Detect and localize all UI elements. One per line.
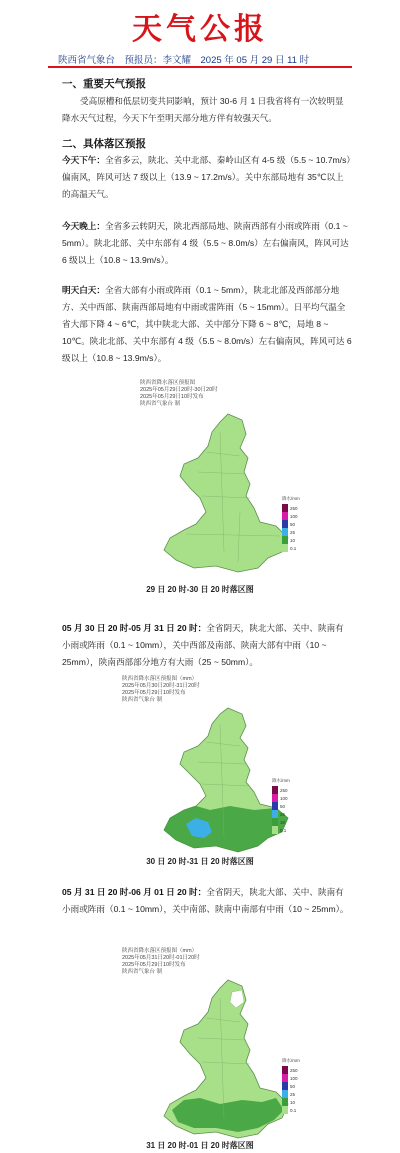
header-divider bbox=[48, 66, 352, 68]
map2-legend-label-50: 50 bbox=[280, 803, 286, 809]
forecast-tomorrow-text: 全省大部有小雨或阵雨（0.1 ~ 5mm），陕北北部及西部部分地方、关中西部、陕南西部局地有中雨或雷阵雨（5 ~ 15mm）。日平均气温全省大部下降 4 ~ 6℃，其中陕北大部、关中部分下降 6 ~ 8℃，局地 8 ~ 10℃。陕北北部、关中东部有 4 级（5.5 ~ 8.0m/s）左右偏南风，阵风可达 6 级以上（10.8 ~ 13.9m/s）。 bbox=[62, 285, 352, 363]
section-important-weather-heading: 一、重要天气预报 bbox=[62, 78, 146, 90]
map1-legend-unit: 降水/mm bbox=[282, 496, 300, 501]
forecast-tomorrow bbox=[62, 282, 352, 367]
map3-legend bbox=[282, 1058, 308, 1114]
forecast-tonight bbox=[62, 218, 352, 269]
map3-legend-label-25: 25 bbox=[290, 1091, 296, 1097]
map1-legend-label-25: 25 bbox=[290, 529, 296, 535]
map3-legend-level-250 bbox=[282, 1066, 308, 1074]
map3-legend-level-0-1 bbox=[282, 1106, 308, 1114]
map1-legend-label-10: 10 bbox=[290, 537, 296, 543]
map1-issued: 2025年05月29日10时发布 bbox=[140, 394, 204, 400]
map3-period: 2025年05月31日20时-01日20时 bbox=[122, 955, 200, 961]
map1-legend-level-10 bbox=[282, 536, 308, 544]
map2-legend-level-10 bbox=[272, 818, 298, 826]
map2-legend-label-10: 10 bbox=[280, 819, 286, 825]
forecast-may31-jun01-label: 05 月 31 日 20 时-06 月 01 日 20 时： bbox=[62, 887, 207, 897]
map3-legend-label-250: 250 bbox=[290, 1067, 298, 1073]
map2-legend-level-25 bbox=[272, 810, 298, 818]
precipitation-map-1 bbox=[150, 412, 300, 577]
bulletin-meta: 陕西省气象台 预报员：李文耀 2025 年 05 月 29 日 11 时 bbox=[58, 55, 310, 66]
map3-legend-level-10 bbox=[282, 1098, 308, 1106]
map1-legend-label-100: 100 bbox=[290, 513, 298, 519]
forecast-tonight-text: 全省多云转阴天，陕北西部局地、陕南西部有小雨或阵雨（0.1 ~ 5mm）。陕北北部、关中东部有 4 级（5.5 ~ 8.0m/s）左右偏南风，阵风可达 6 级以上（10.8 ~ 13.9m/s）。 bbox=[62, 221, 349, 265]
map3-legend-label-0-1: 0.1 bbox=[290, 1107, 297, 1113]
forecast-may31-jun01 bbox=[62, 884, 352, 918]
map3-issuer: 陕西省气象台 制 bbox=[122, 969, 163, 975]
bulletin-title: 天气公报 bbox=[132, 13, 268, 46]
map2-period: 2025年05月30日20时-31日20时 bbox=[122, 683, 200, 689]
map2-legend bbox=[272, 778, 298, 834]
forecast-afternoon-label: 今天下午： bbox=[62, 155, 105, 165]
forecast-afternoon-text: 全省多云，陕北、关中北部、秦岭山区有 4-5 级（5.5 ~ 10.7m/s）偏南风，阵风可达 7 级以上（13.9 ~ 17.2m/s）。关中东部局地有 35℃以上的高温天气。 bbox=[62, 155, 351, 199]
map3-caption: 31 日 20 时-01 日 20 时落区图 bbox=[146, 1141, 254, 1150]
map1-legend-label-250: 250 bbox=[290, 505, 298, 511]
map2-legend-label-100: 100 bbox=[280, 795, 288, 801]
map2-legend-level-50 bbox=[272, 802, 298, 810]
map1-legend bbox=[282, 496, 308, 552]
map1-legend-label-0-1: 0.1 bbox=[290, 545, 297, 551]
map2-legend-label-0-1: 0.1 bbox=[280, 827, 287, 833]
map2-legend-level-100 bbox=[272, 794, 298, 802]
forecast-may31-jun01-text: 全省阴天，陕北大部、关中、陕南有小雨或阵雨（0.1 ~ 10mm），关中南部、陕南中南部有中雨（10 ~ 25mm）。 bbox=[62, 887, 349, 914]
map1-legend-level-100 bbox=[282, 512, 308, 520]
forecast-may30-31-label: 05 月 30 日 20 时-05 月 31 日 20 时： bbox=[62, 623, 207, 633]
map2-caption: 30 日 20 时-31 日 20 时落区图 bbox=[146, 857, 254, 866]
map2-legend-level-0-1 bbox=[272, 826, 298, 834]
map3-legend-label-100: 100 bbox=[290, 1075, 298, 1081]
forecast-tomorrow-label: 明天白天： bbox=[62, 285, 105, 295]
map1-legend-label-50: 50 bbox=[290, 521, 296, 527]
map1-caption: 29 日 20 时-30 日 20 时落区图 bbox=[146, 585, 254, 594]
map3-legend-level-50 bbox=[282, 1082, 308, 1090]
map2-issuer: 陕西省气象台 制 bbox=[122, 697, 163, 703]
map1-legend-level-50 bbox=[282, 520, 308, 528]
map2-issued: 2025年05月29日10时发布 bbox=[122, 690, 186, 696]
map1-title: 陕西省降水落区预报图 bbox=[140, 380, 196, 386]
forecast-may30-31-text: 全省阴天，陕北大部、关中、陕南有小雨或阵雨（0.1 ~ 10mm），关中西部及南部、陕南大部有中雨（10 ~ 25mm），陕南西部部分地方有大雨（25 ~ 50mm）。 bbox=[62, 623, 344, 667]
map3-legend-level-25 bbox=[282, 1090, 308, 1098]
map1-legend-level-250 bbox=[282, 504, 308, 512]
map1-legend-level-25 bbox=[282, 528, 308, 536]
map3-legend-label-10: 10 bbox=[290, 1099, 296, 1105]
forecast-afternoon bbox=[62, 152, 352, 203]
map1-legend-level-0-1 bbox=[282, 544, 308, 552]
map2-legend-label-250: 250 bbox=[280, 787, 288, 793]
map3-legend-label-50: 50 bbox=[290, 1083, 296, 1089]
forecast-may30-31 bbox=[62, 620, 352, 671]
section-important-weather-text: 受高原槽和低层切变共同影响，预计 30-6 月 1 日我省将有一次较明显降水天气过程，今天下午至明天部分地方伴有较强天气。 bbox=[62, 96, 344, 123]
forecast-tonight-label: 今天晚上： bbox=[62, 221, 105, 231]
map3-header bbox=[122, 948, 200, 976]
shaanxi-outline bbox=[164, 414, 288, 572]
map2-title: 陕西省降水落区预报图（mm） bbox=[122, 676, 198, 682]
map3-title: 陕西省降水落区预报图（mm） bbox=[122, 948, 198, 954]
moderate-rain-area bbox=[164, 803, 288, 852]
map2-legend-label-25: 25 bbox=[280, 811, 286, 817]
map3-legend-unit: 降水/mm bbox=[282, 1058, 300, 1063]
section-detail-heading: 二、具体落区预报 bbox=[62, 138, 146, 150]
map2-legend-unit: 降水/mm bbox=[272, 778, 290, 783]
map2-legend-level-250 bbox=[272, 786, 298, 794]
map2-header bbox=[122, 676, 200, 704]
map1-period: 2025年05月29日20时-30日20时 bbox=[140, 387, 218, 393]
map1-issuer: 陕西省气象台 制 bbox=[140, 401, 181, 407]
map3-legend-level-100 bbox=[282, 1074, 308, 1082]
precipitation-map-3 bbox=[150, 978, 300, 1146]
map3-issued: 2025年05月29日10时发布 bbox=[122, 962, 186, 968]
map1-header bbox=[140, 380, 218, 408]
